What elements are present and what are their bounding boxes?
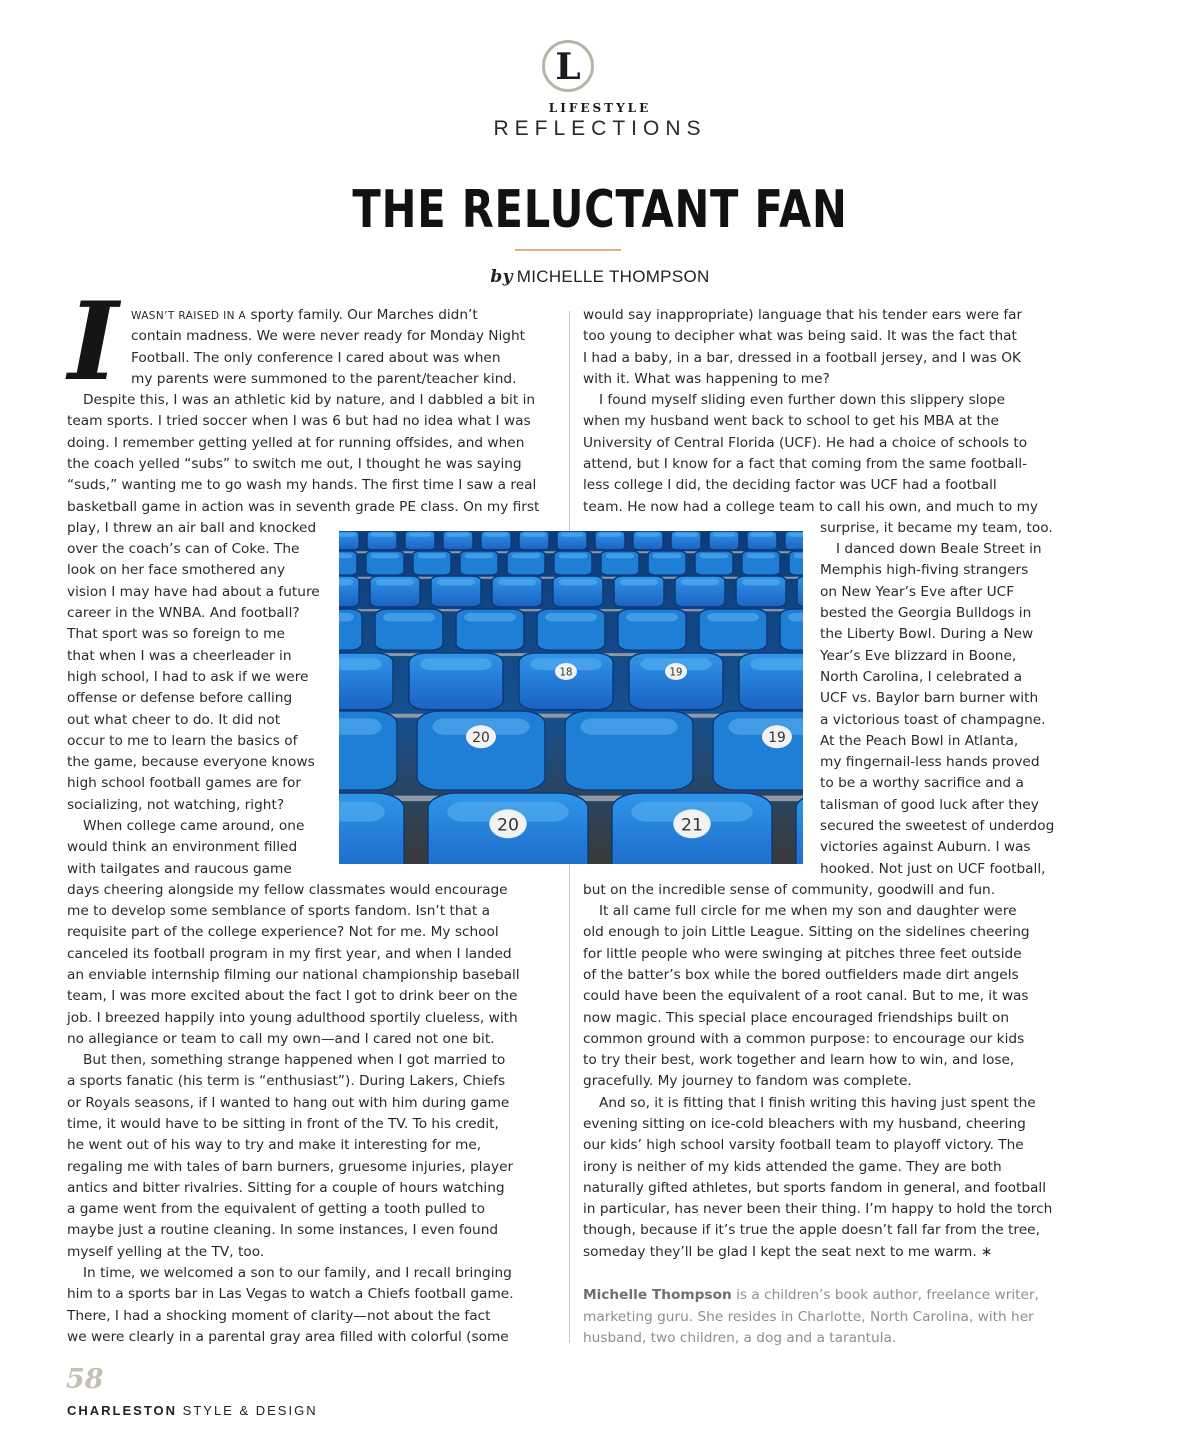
- body-text-line: talisman of good luck after they: [820, 796, 1039, 813]
- body-text-line: [83, 816, 304, 837]
- seat-highlight: [750, 658, 803, 670]
- body-text-line: [67, 1327, 509, 1348]
- seat-highlight: [788, 613, 803, 622]
- body-text-line: University of Central Florida (UCF). He had a choice of schools to: [583, 434, 1028, 451]
- body-text: regaling me with tales of barn burners, gruesome injuries, player: [67, 1158, 514, 1175]
- body-text-line: of the batter’s box while the bored outfielders made dirt angels: [583, 966, 1019, 983]
- body-text: contain madness. We were never ready for Monday Night: [131, 328, 526, 345]
- body-text-line: [67, 752, 315, 773]
- seat-highlight: [339, 718, 382, 735]
- body-text-line: could have been the equivalent of a root canal. But to me, it was: [583, 988, 1029, 1005]
- body-text: or Royals seasons, if I wanted to hang out with him during game: [67, 1094, 510, 1111]
- body-text: days cheering alongside my fellow classmates would encourage: [67, 881, 508, 898]
- author-name: MICHELLE THOMPSON: [516, 267, 710, 286]
- body-text-line: gracefully. My journey to fandom was complete.: [583, 1073, 912, 1090]
- magazine-name-rest: STYLE & DESIGN: [182, 1403, 318, 1418]
- body-text: me to develop some semblance of sports fandom. Isn’t that a: [67, 903, 491, 920]
- body-text-line: [83, 390, 535, 411]
- seat-highlight: [637, 533, 660, 537]
- body-text-line: surprise, it became my team, too.: [820, 519, 1053, 536]
- magazine-name-bold: CHARLESTON: [67, 1403, 178, 1418]
- body-text-line: [67, 454, 522, 475]
- bio-line: [583, 1328, 896, 1349]
- body-text-line: [67, 1199, 485, 1220]
- body-text-line: [83, 1263, 512, 1284]
- body-text-line: [67, 624, 285, 645]
- seat-number: 20: [497, 815, 519, 836]
- body-text-line: UCF vs. Baylor barn burner with: [820, 690, 1039, 707]
- body-text-line: [67, 922, 499, 943]
- body-text-line: [67, 1114, 499, 1135]
- body-text: In time, we welcomed a son to our family, and I recall bringing: [83, 1265, 512, 1282]
- body-text-line: [131, 326, 525, 347]
- seat-highlight: [559, 579, 597, 585]
- body-text-line: [67, 1157, 513, 1178]
- body-text: team sports. I tried soccer when I was 6 but had no idea what I was: [67, 413, 531, 430]
- body-text-line: less college I did, the deciding factor was UCF had a football: [583, 477, 997, 494]
- seat-highlight: [626, 613, 678, 622]
- body-text: he went out of his way to try and make it interesting for me,: [67, 1137, 482, 1154]
- body-text: job. I breezed happily into young adulthood sportily clueless, with: [67, 1009, 518, 1026]
- body-text: play, I threw an air ball and knocked: [67, 519, 317, 536]
- body-text-line: [67, 795, 284, 816]
- body-text: basketball game in action was in seventh grade PE class. On my first: [67, 498, 540, 515]
- body-text: that when I was a cheerleader in: [67, 647, 292, 664]
- seat-highlight: [465, 553, 494, 558]
- body-text-line: Year’s Eve blizzard in Boone,: [820, 647, 1017, 664]
- seat-highlight: [794, 553, 803, 558]
- body-text-line: evening sitting on ice-cold bleachers with my husband, cheering: [583, 1116, 1026, 1133]
- seat-highlight: [599, 533, 622, 537]
- body-text: There, I had a shocking moment of clarity—not about the fact: [67, 1307, 491, 1324]
- body-text-line: bested the Georgia Bulldogs in: [820, 605, 1032, 622]
- body-text-line: [131, 348, 501, 369]
- seat-highlight: [376, 579, 414, 585]
- body-text-line: but on the incredible sense of community, goodwill and fun.: [583, 881, 996, 898]
- body-text-line: hooked. Not just on UCF football,: [820, 860, 1046, 877]
- bio-line: [583, 1285, 1039, 1306]
- page-number: 58: [66, 1364, 104, 1395]
- seat-highlight: [339, 802, 385, 822]
- seat-highlight: [681, 579, 719, 585]
- seat-highlight: [707, 613, 759, 622]
- seat-highlight: [561, 533, 584, 537]
- body-text: an enviable internship filming our national championship baseball: [67, 966, 520, 983]
- seat-number: 20: [472, 729, 490, 746]
- body-text-line: [67, 1135, 481, 1156]
- body-text: career in the WNBA. And football?: [67, 605, 300, 622]
- body-text-line: [67, 518, 316, 539]
- body-text-line: for little people who were swinging at pitches three feet outside: [583, 945, 1022, 962]
- body-text-line: [67, 688, 292, 709]
- body-text: vision I may have had about a future: [67, 583, 320, 600]
- body-text-line: [67, 1220, 498, 1241]
- body-text: out what cheer to do. It did not: [67, 711, 281, 728]
- body-text-line: in particular, has never been their thing. I’m happy to hold the torch: [583, 1201, 1053, 1218]
- body-text-line: [67, 965, 520, 986]
- body-text-line: irony is neither of my kids attended the game. They are both: [583, 1158, 1002, 1175]
- body-text-line: [67, 433, 524, 454]
- body-text-line: would say inappropriate) language that his tender ears were far: [583, 307, 1023, 323]
- body-text-line: [131, 369, 516, 390]
- body-text: a sports fanatic (his term is “enthusiast”). During Lakers, Chiefs: [67, 1073, 506, 1090]
- body-text: the game, because everyone knows: [67, 754, 315, 771]
- body-text: offense or defense before calling: [67, 690, 293, 707]
- body-text-line: our kids’ high school varsity football team to playoff victory. The: [583, 1137, 1024, 1154]
- body-text-line: to try their best, work together and learn how to win, and lose,: [583, 1052, 1015, 1069]
- body-text: myself yelling at the TV, too.: [67, 1243, 265, 1260]
- bio-text: is a children’s book author, freelance writer,: [731, 1287, 1039, 1304]
- seat-highlight: [523, 533, 546, 537]
- body-text-line: [67, 411, 531, 432]
- seat-highlight: [437, 579, 475, 585]
- body-text: we were clearly in a parental gray area filled with colorful (some: [67, 1328, 509, 1345]
- seat-highlight: [447, 533, 470, 537]
- body-text-line: team. He now had a college team to call his own, and much to my: [583, 498, 1039, 515]
- body-text: the coach yelled “subs” to switch me out, I thought he was saying: [67, 456, 522, 473]
- body-text-line: attend, but I know for a fact that coming from the same football-: [583, 456, 1028, 473]
- body-text-line: to be a worthy sacrifice and a: [820, 775, 1024, 792]
- seat-highlight: [620, 579, 658, 585]
- body-text-line: North Carolina, I celebrated a: [820, 668, 1023, 685]
- body-text: time, it would have to be sitting in front of the TV. To his credit,: [67, 1116, 499, 1133]
- body-text-line: secured the sweetest of underdog: [820, 817, 1055, 834]
- body-text-line: I found myself sliding even further down this slippery slope: [599, 392, 1006, 409]
- body-text: high school football games are for: [67, 775, 302, 792]
- seat-highlight: [653, 553, 682, 558]
- body-text-line: [67, 582, 320, 603]
- seat-highlight: [498, 579, 536, 585]
- body-text-line: when my husband went back to school to get his MBA at the: [583, 413, 999, 430]
- body-text-line: I had a baby, in a bar, dressed in a football jersey, and I was OK: [583, 349, 1021, 366]
- lead-in-smallcaps: WASN’T RAISED IN A: [131, 310, 247, 322]
- body-text: When college came around, one: [83, 817, 305, 834]
- title-rule: [515, 249, 621, 251]
- body-text-line: [67, 603, 300, 624]
- body-text: would think an environment filled: [67, 839, 298, 856]
- body-text-line: I danced down Beale Street in: [836, 541, 1042, 558]
- body-text-line: [67, 1306, 491, 1327]
- seat-number: 19: [768, 729, 786, 746]
- lifestyle-logo: [542, 40, 594, 92]
- seat-highlight: [675, 533, 698, 537]
- body-text-line: [67, 1242, 264, 1263]
- body-text: look on her face smothered any: [67, 562, 286, 579]
- bio-text: husband, two children, a dog and a tarantula.: [583, 1329, 897, 1346]
- body-text: a game went from the equivalent of getting a tooth pulled to: [67, 1201, 485, 1218]
- seat-highlight: [339, 553, 352, 558]
- body-text-line: [67, 901, 490, 922]
- body-text: canceled its football program in my first year, and when I landed: [67, 945, 512, 962]
- body-text-line: At the Peach Bowl in Atlanta,: [820, 732, 1019, 749]
- body-text: sporty family. Our Marches didn’t: [246, 307, 478, 323]
- body-text: “suds,” wanting me to go wash my hands. The first time I saw a real: [67, 477, 537, 494]
- bio-line: [583, 1307, 1034, 1328]
- seat-number: 18: [559, 667, 573, 679]
- body-text-line: [67, 880, 508, 901]
- seat-highlight: [371, 553, 400, 558]
- seat-highlight: [383, 613, 435, 622]
- body-text: occur to me to learn the basics of: [67, 732, 298, 749]
- seat-highlight: [751, 533, 774, 537]
- body-text: him to a sports bar in Las Vegas to watch a Chiefs football game.: [67, 1286, 514, 1303]
- body-text-line: [67, 773, 301, 794]
- body-text-line: [67, 497, 539, 518]
- body-text: Despite this, I was an athletic kid by nature, and I dabbled a bit in: [83, 392, 536, 409]
- body-text-line: though, because if it’s true the apple doesn’t fall far from the tree,: [583, 1222, 1040, 1239]
- stadium-seat: [796, 793, 803, 864]
- body-text: no allegiance or team to call my own—and I cared not one bit.: [67, 1030, 495, 1047]
- body-text-line: [67, 646, 292, 667]
- body-text-line: [67, 1178, 505, 1199]
- body-text-line: [67, 1093, 509, 1114]
- body-text: doing. I remember getting yelled at for running offsides, and when: [67, 434, 525, 451]
- body-text: But then, something strange happened when I got married to: [83, 1052, 506, 1069]
- seat-highlight: [789, 533, 803, 537]
- body-text-line: someday they’ll be glad I kept the seat next to me warm. ∗: [583, 1243, 993, 1260]
- body-text-line: common ground with a common purpose: to encourage our kids: [583, 1030, 1025, 1047]
- seat-number: 19: [669, 667, 683, 679]
- seat-highlight: [339, 658, 382, 670]
- body-text: high school, I had to ask if we were: [67, 668, 309, 685]
- seat-highlight: [559, 553, 588, 558]
- logo-letter: L: [555, 46, 581, 88]
- seat-highlight: [742, 579, 780, 585]
- body-text-line: [67, 1029, 495, 1050]
- body-text: requisite part of the college experience? Not for me. My school: [67, 924, 499, 941]
- body-text-line: It all came full circle for me when my son and daughter were: [599, 903, 1017, 920]
- body-text: Football. The only conference I cared about was when: [131, 349, 501, 366]
- body-text-line: [67, 944, 512, 965]
- body-text-line: old enough to join Little League. Sitting on the sidelines cheering: [583, 924, 1030, 941]
- seat-highlight: [339, 579, 353, 585]
- body-text-line: Memphis high-fiving strangers: [820, 562, 1029, 579]
- body-text: antics and bitter rivalries. Sitting for a couple of hours watching: [67, 1179, 505, 1196]
- body-text-line: [67, 859, 292, 880]
- body-text-line: now magic. This special place encouraged friendships built on: [583, 1009, 1010, 1026]
- seat-highlight: [464, 613, 516, 622]
- seat-highlight: [339, 533, 355, 537]
- stadium-seat: [797, 576, 803, 607]
- body-text-line: [131, 305, 478, 327]
- seat-highlight: [700, 553, 729, 558]
- body-text-line: [67, 1284, 514, 1305]
- byline: [0, 267, 1200, 287]
- stadium-seats-image: [339, 531, 803, 864]
- seat-highlight: [418, 553, 447, 558]
- body-text-line: [83, 1050, 505, 1071]
- stadium-seats-photo: [339, 531, 803, 864]
- seat-highlight: [420, 658, 491, 670]
- seat-highlight: [485, 533, 508, 537]
- body-text: That sport was so foreign to me: [67, 626, 285, 643]
- body-text-line: the Liberty Bowl. During a New: [820, 626, 1034, 643]
- article-title: THE RELUCTANT FAN: [352, 180, 848, 240]
- seat-highlight: [747, 553, 776, 558]
- body-text-line: too young to decipher what was being said. It was the fact that: [583, 328, 1017, 345]
- seat-highlight: [713, 533, 736, 537]
- body-text-line: on New Year’s Eve after UCF: [820, 583, 1015, 600]
- body-text: my parents were summoned to the parent/teacher kind.: [131, 370, 517, 387]
- body-text-line: [67, 560, 285, 581]
- body-text-line: [67, 986, 517, 1007]
- body-text-line: my fingernail-less hands proved: [820, 754, 1040, 771]
- body-text-line: [67, 539, 299, 560]
- body-text-line: [67, 1008, 518, 1029]
- seat-number: 21: [681, 815, 703, 836]
- drop-cap: I: [68, 279, 119, 405]
- body-text: maybe just a routine cleaning. In some instances, I even found: [67, 1222, 499, 1239]
- body-text: team, I was more excited about the fact I got to drink beer on the: [67, 988, 518, 1005]
- body-text-line: [67, 1071, 505, 1092]
- body-text: with tailgates and raucous game: [67, 860, 292, 877]
- seat-highlight: [409, 533, 432, 537]
- body-text-line: naturally gifted athletes, but sports fandom in general, and football: [583, 1179, 1046, 1196]
- body-text-line: a victorious toast of champagne.: [820, 711, 1046, 728]
- seat-highlight: [371, 533, 394, 537]
- seat-highlight: [606, 553, 635, 558]
- body-text-line: [67, 475, 536, 496]
- byline-prefix: by: [490, 267, 513, 287]
- body-text: socializing, not watching, right?: [67, 796, 285, 813]
- seat-highlight: [339, 613, 354, 622]
- magazine-name: [67, 1403, 318, 1418]
- seat-highlight: [512, 553, 541, 558]
- body-text-line: [67, 837, 297, 858]
- body-text-line: [67, 731, 297, 752]
- body-text-line: [67, 710, 280, 731]
- bio-text: marketing guru. She resides in Charlotte, North Carolina, with her: [583, 1308, 1034, 1325]
- seat-highlight: [545, 613, 597, 622]
- section-name: REFLECTIONS: [493, 117, 707, 140]
- body-text-line: And so, it is fitting that I finish writing this having just spent the: [599, 1094, 1036, 1111]
- seat-highlight: [580, 718, 677, 735]
- body-text-line: [67, 667, 308, 688]
- section-kicker: LIFESTYLE: [548, 101, 652, 115]
- body-text: over the coach’s can of Coke. The: [67, 541, 300, 558]
- bio-author-name: Michelle Thompson: [583, 1287, 732, 1304]
- body-text-line: victories against Auburn. I was: [820, 839, 1031, 856]
- body-text-line: with it. What was happening to me?: [583, 370, 830, 387]
